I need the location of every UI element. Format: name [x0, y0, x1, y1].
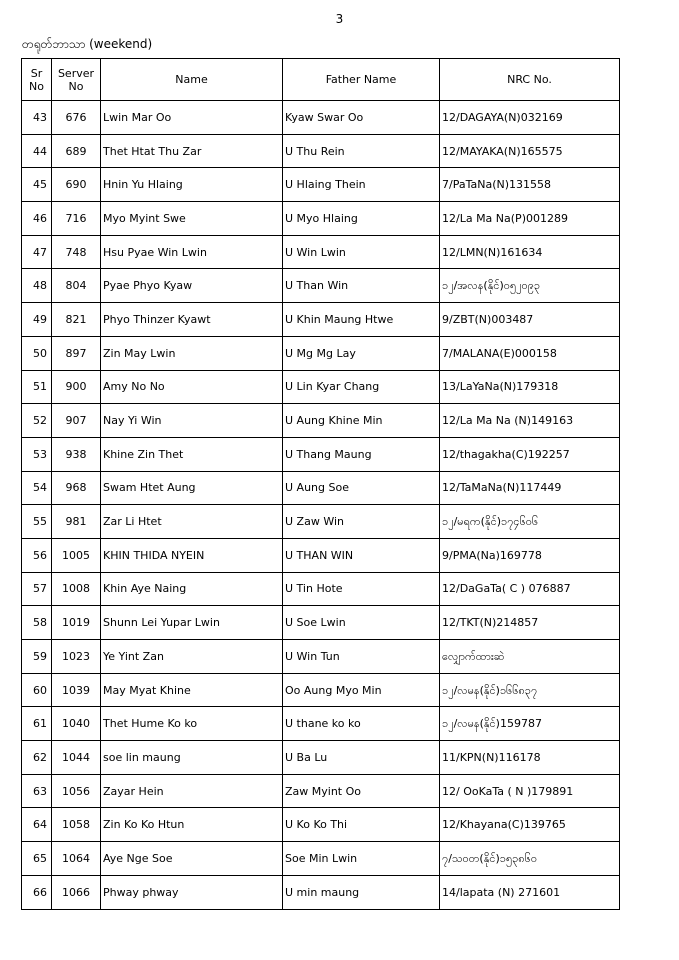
header-sr-line2: No [29, 79, 44, 93]
sr-no-cell: 44 [22, 134, 52, 168]
father-name-cell: Kyaw Swar Oo [283, 101, 440, 135]
nrc-no-cell: 14/lapata (N) 271601 [440, 875, 620, 909]
name-cell: Khin Aye Naing [101, 572, 283, 606]
father-name-cell: U Ba Lu [283, 741, 440, 775]
nrc-no-cell: 9/PMA(Na)169778 [440, 538, 620, 572]
father-name-cell: U Thu Rein [283, 134, 440, 168]
nrc-no-cell: 12/ OoKaTa ( N )179891 [440, 774, 620, 808]
table-row [22, 404, 620, 438]
server-no-cell: 1040 [52, 707, 101, 741]
nrc-no-cell: 12/thagakha(C)192257 [440, 437, 620, 471]
nrc-no-cell: 12/TaMaNa(N)117449 [440, 471, 620, 505]
table-row [22, 505, 620, 539]
header-sr-line1: Sr [30, 66, 43, 80]
server-no-cell: 1008 [52, 572, 101, 606]
sr-no-cell: 55 [22, 505, 52, 539]
nrc-no-cell: 7/PaTaNa(N)131558 [440, 168, 620, 202]
table-row [22, 774, 620, 808]
server-no-cell: 748 [52, 235, 101, 269]
server-no-cell: 804 [52, 269, 101, 303]
name-cell: Phyo Thinzer Kyawt [101, 303, 283, 337]
father-name-cell: U min maung [283, 875, 440, 909]
father-name-cell: U Aung Khine Min [283, 404, 440, 438]
server-no-cell: 900 [52, 370, 101, 404]
father-name-cell: U Soe Lwin [283, 606, 440, 640]
server-no-cell: 981 [52, 505, 101, 539]
sr-no-cell: 66 [22, 875, 52, 909]
table-row [22, 842, 620, 876]
sr-no-cell: 49 [22, 303, 52, 337]
table-row [22, 606, 620, 640]
sr-no-cell: 63 [22, 774, 52, 808]
nrc-no-cell: 12/DaGaTa( C ) 076887 [440, 572, 620, 606]
sr-no-cell: 47 [22, 235, 52, 269]
sr-no-cell: 52 [22, 404, 52, 438]
sr-no-cell: 58 [22, 606, 52, 640]
sr-no-cell: 62 [22, 741, 52, 775]
nrc-no-cell: 12/DAGAYA(N)032169 [440, 101, 620, 135]
nrc-no-cell: 11/KPN(N)116178 [440, 741, 620, 775]
table-row [22, 640, 620, 674]
name-cell: Zin Ko Ko Htun [101, 808, 283, 842]
server-no-cell: 1005 [52, 538, 101, 572]
table-row [22, 168, 620, 202]
name-cell: Khine Zin Thet [101, 437, 283, 471]
nrc-no-cell: ၁၂/မရက(နိုင်)၁၇၄၆၀၆ [440, 505, 620, 539]
name-cell: Amy No No [101, 370, 283, 404]
father-name-cell: Oo Aung Myo Min [283, 673, 440, 707]
sr-no-cell: 57 [22, 572, 52, 606]
header-server-no [52, 59, 101, 101]
table-row [22, 741, 620, 775]
name-cell: soe lin maung [101, 741, 283, 775]
header-server-line1: Server [57, 66, 95, 80]
nrc-no-cell: 12/La Ma Na(P)001289 [440, 202, 620, 236]
table-row [22, 471, 620, 505]
father-name-cell: U thane ko ko [283, 707, 440, 741]
table-row [22, 235, 620, 269]
section-title: တရုတ်ဘာသာ (weekend) [22, 37, 153, 51]
name-cell: Zayar Hein [101, 774, 283, 808]
table-row [22, 808, 620, 842]
father-name-cell: U Aung Soe [283, 471, 440, 505]
header-sr-no [22, 59, 52, 101]
sr-no-cell: 45 [22, 168, 52, 202]
nrc-no-cell: လျှောက်ထားဆဲ [440, 640, 620, 674]
server-no-cell: 1044 [52, 741, 101, 775]
sr-no-cell: 48 [22, 269, 52, 303]
name-cell: Shunn Lei Yupar Lwin [101, 606, 283, 640]
nrc-no-cell: ၇/သဝတ(နိုင်)၁၅၃၈၆၀ [440, 842, 620, 876]
father-name-cell: U Than Win [283, 269, 440, 303]
name-cell: Phway phway [101, 875, 283, 909]
name-cell: Swam Htet Aung [101, 471, 283, 505]
name-cell: Zin May Lwin [101, 336, 283, 370]
table-row [22, 437, 620, 471]
server-no-cell: 1056 [52, 774, 101, 808]
name-cell: Thet Hume Ko ko [101, 707, 283, 741]
table-row [22, 269, 620, 303]
table-row [22, 370, 620, 404]
nrc-no-cell: ၁၂/လမန(နိုင်)159787 [440, 707, 620, 741]
roster-table [21, 58, 620, 910]
nrc-no-cell: 12/TKT(N)214857 [440, 606, 620, 640]
page-number: 3 [335, 12, 344, 26]
sr-no-cell: 50 [22, 336, 52, 370]
name-cell: Hsu Pyae Win Lwin [101, 235, 283, 269]
nrc-no-cell: 12/MAYAKA(N)165575 [440, 134, 620, 168]
father-name-cell: U THAN WIN [283, 538, 440, 572]
sr-no-cell: 60 [22, 673, 52, 707]
table-row [22, 538, 620, 572]
name-cell: Myo Myint Swe [101, 202, 283, 236]
father-name-cell: U Myo Hlaing [283, 202, 440, 236]
server-no-cell: 1064 [52, 842, 101, 876]
name-cell: Lwin Mar Oo [101, 101, 283, 135]
nrc-no-cell: 7/MALANA(E)000158 [440, 336, 620, 370]
sr-no-cell: 56 [22, 538, 52, 572]
father-name-cell: U Win Lwin [283, 235, 440, 269]
name-cell: KHIN THIDA NYEIN [101, 538, 283, 572]
table-row [22, 202, 620, 236]
table-row [22, 303, 620, 337]
table-row [22, 572, 620, 606]
sr-no-cell: 53 [22, 437, 52, 471]
server-no-cell: 1058 [52, 808, 101, 842]
server-no-cell: 690 [52, 168, 101, 202]
father-name-cell: U Win Tun [283, 640, 440, 674]
table-row [22, 707, 620, 741]
server-no-cell: 676 [52, 101, 101, 135]
server-no-cell: 1066 [52, 875, 101, 909]
server-no-cell: 897 [52, 336, 101, 370]
father-name-cell: U Thang Maung [283, 437, 440, 471]
table-header-row [22, 59, 620, 101]
nrc-no-cell: ၁၂/အလန(နိုင်)၀၅၂၀၉၃ [440, 269, 620, 303]
sr-no-cell: 51 [22, 370, 52, 404]
father-name-cell: U Ko Ko Thi [283, 808, 440, 842]
name-cell: Aye Nge Soe [101, 842, 283, 876]
father-name-cell: Soe Min Lwin [283, 842, 440, 876]
father-name-cell: U Hlaing Thein [283, 168, 440, 202]
nrc-no-cell: 13/LaYaNa(N)179318 [440, 370, 620, 404]
nrc-no-cell: 9/ZBT(N)003487 [440, 303, 620, 337]
server-no-cell: 968 [52, 471, 101, 505]
name-cell: May Myat Khine [101, 673, 283, 707]
server-no-cell: 1023 [52, 640, 101, 674]
table-row [22, 101, 620, 135]
server-no-cell: 716 [52, 202, 101, 236]
name-cell: Nay Yi Win [101, 404, 283, 438]
header-nrc-no: NRC No. [440, 59, 620, 101]
nrc-no-cell: 12/La Ma Na (N)149163 [440, 404, 620, 438]
name-cell: Ye Yint Zan [101, 640, 283, 674]
name-cell: Hnin Yu Hlaing [101, 168, 283, 202]
nrc-no-cell: ၁၂/လမန(နိုင်)၁၆၆၈၃၇ [440, 673, 620, 707]
table-body [22, 101, 620, 910]
father-name-cell: U Lin Kyar Chang [283, 370, 440, 404]
sr-no-cell: 65 [22, 842, 52, 876]
server-no-cell: 689 [52, 134, 101, 168]
name-cell: Pyae Phyo Kyaw [101, 269, 283, 303]
header-server-line2: No [68, 79, 84, 93]
table-row [22, 673, 620, 707]
sr-no-cell: 61 [22, 707, 52, 741]
sr-no-cell: 46 [22, 202, 52, 236]
nrc-no-cell: 12/Khayana(C)139765 [440, 808, 620, 842]
table-row [22, 134, 620, 168]
father-name-cell: U Khin Maung Htwe [283, 303, 440, 337]
server-no-cell: 938 [52, 437, 101, 471]
father-name-cell: Zaw Myint Oo [283, 774, 440, 808]
server-no-cell: 821 [52, 303, 101, 337]
header-name: Name [101, 59, 283, 101]
sr-no-cell: 43 [22, 101, 52, 135]
sr-no-cell: 64 [22, 808, 52, 842]
sr-no-cell: 54 [22, 471, 52, 505]
sr-no-cell: 59 [22, 640, 52, 674]
table-row [22, 336, 620, 370]
table-row [22, 875, 620, 909]
header-father-name: Father Name [283, 59, 440, 101]
name-cell: Thet Htat Thu Zar [101, 134, 283, 168]
server-no-cell: 1039 [52, 673, 101, 707]
name-cell: Zar Li Htet [101, 505, 283, 539]
father-name-cell: U Mg Mg Lay [283, 336, 440, 370]
father-name-cell: U Tin Hote [283, 572, 440, 606]
nrc-no-cell: 12/LMN(N)161634 [440, 235, 620, 269]
server-no-cell: 907 [52, 404, 101, 438]
father-name-cell: U Zaw Win [283, 505, 440, 539]
server-no-cell: 1019 [52, 606, 101, 640]
